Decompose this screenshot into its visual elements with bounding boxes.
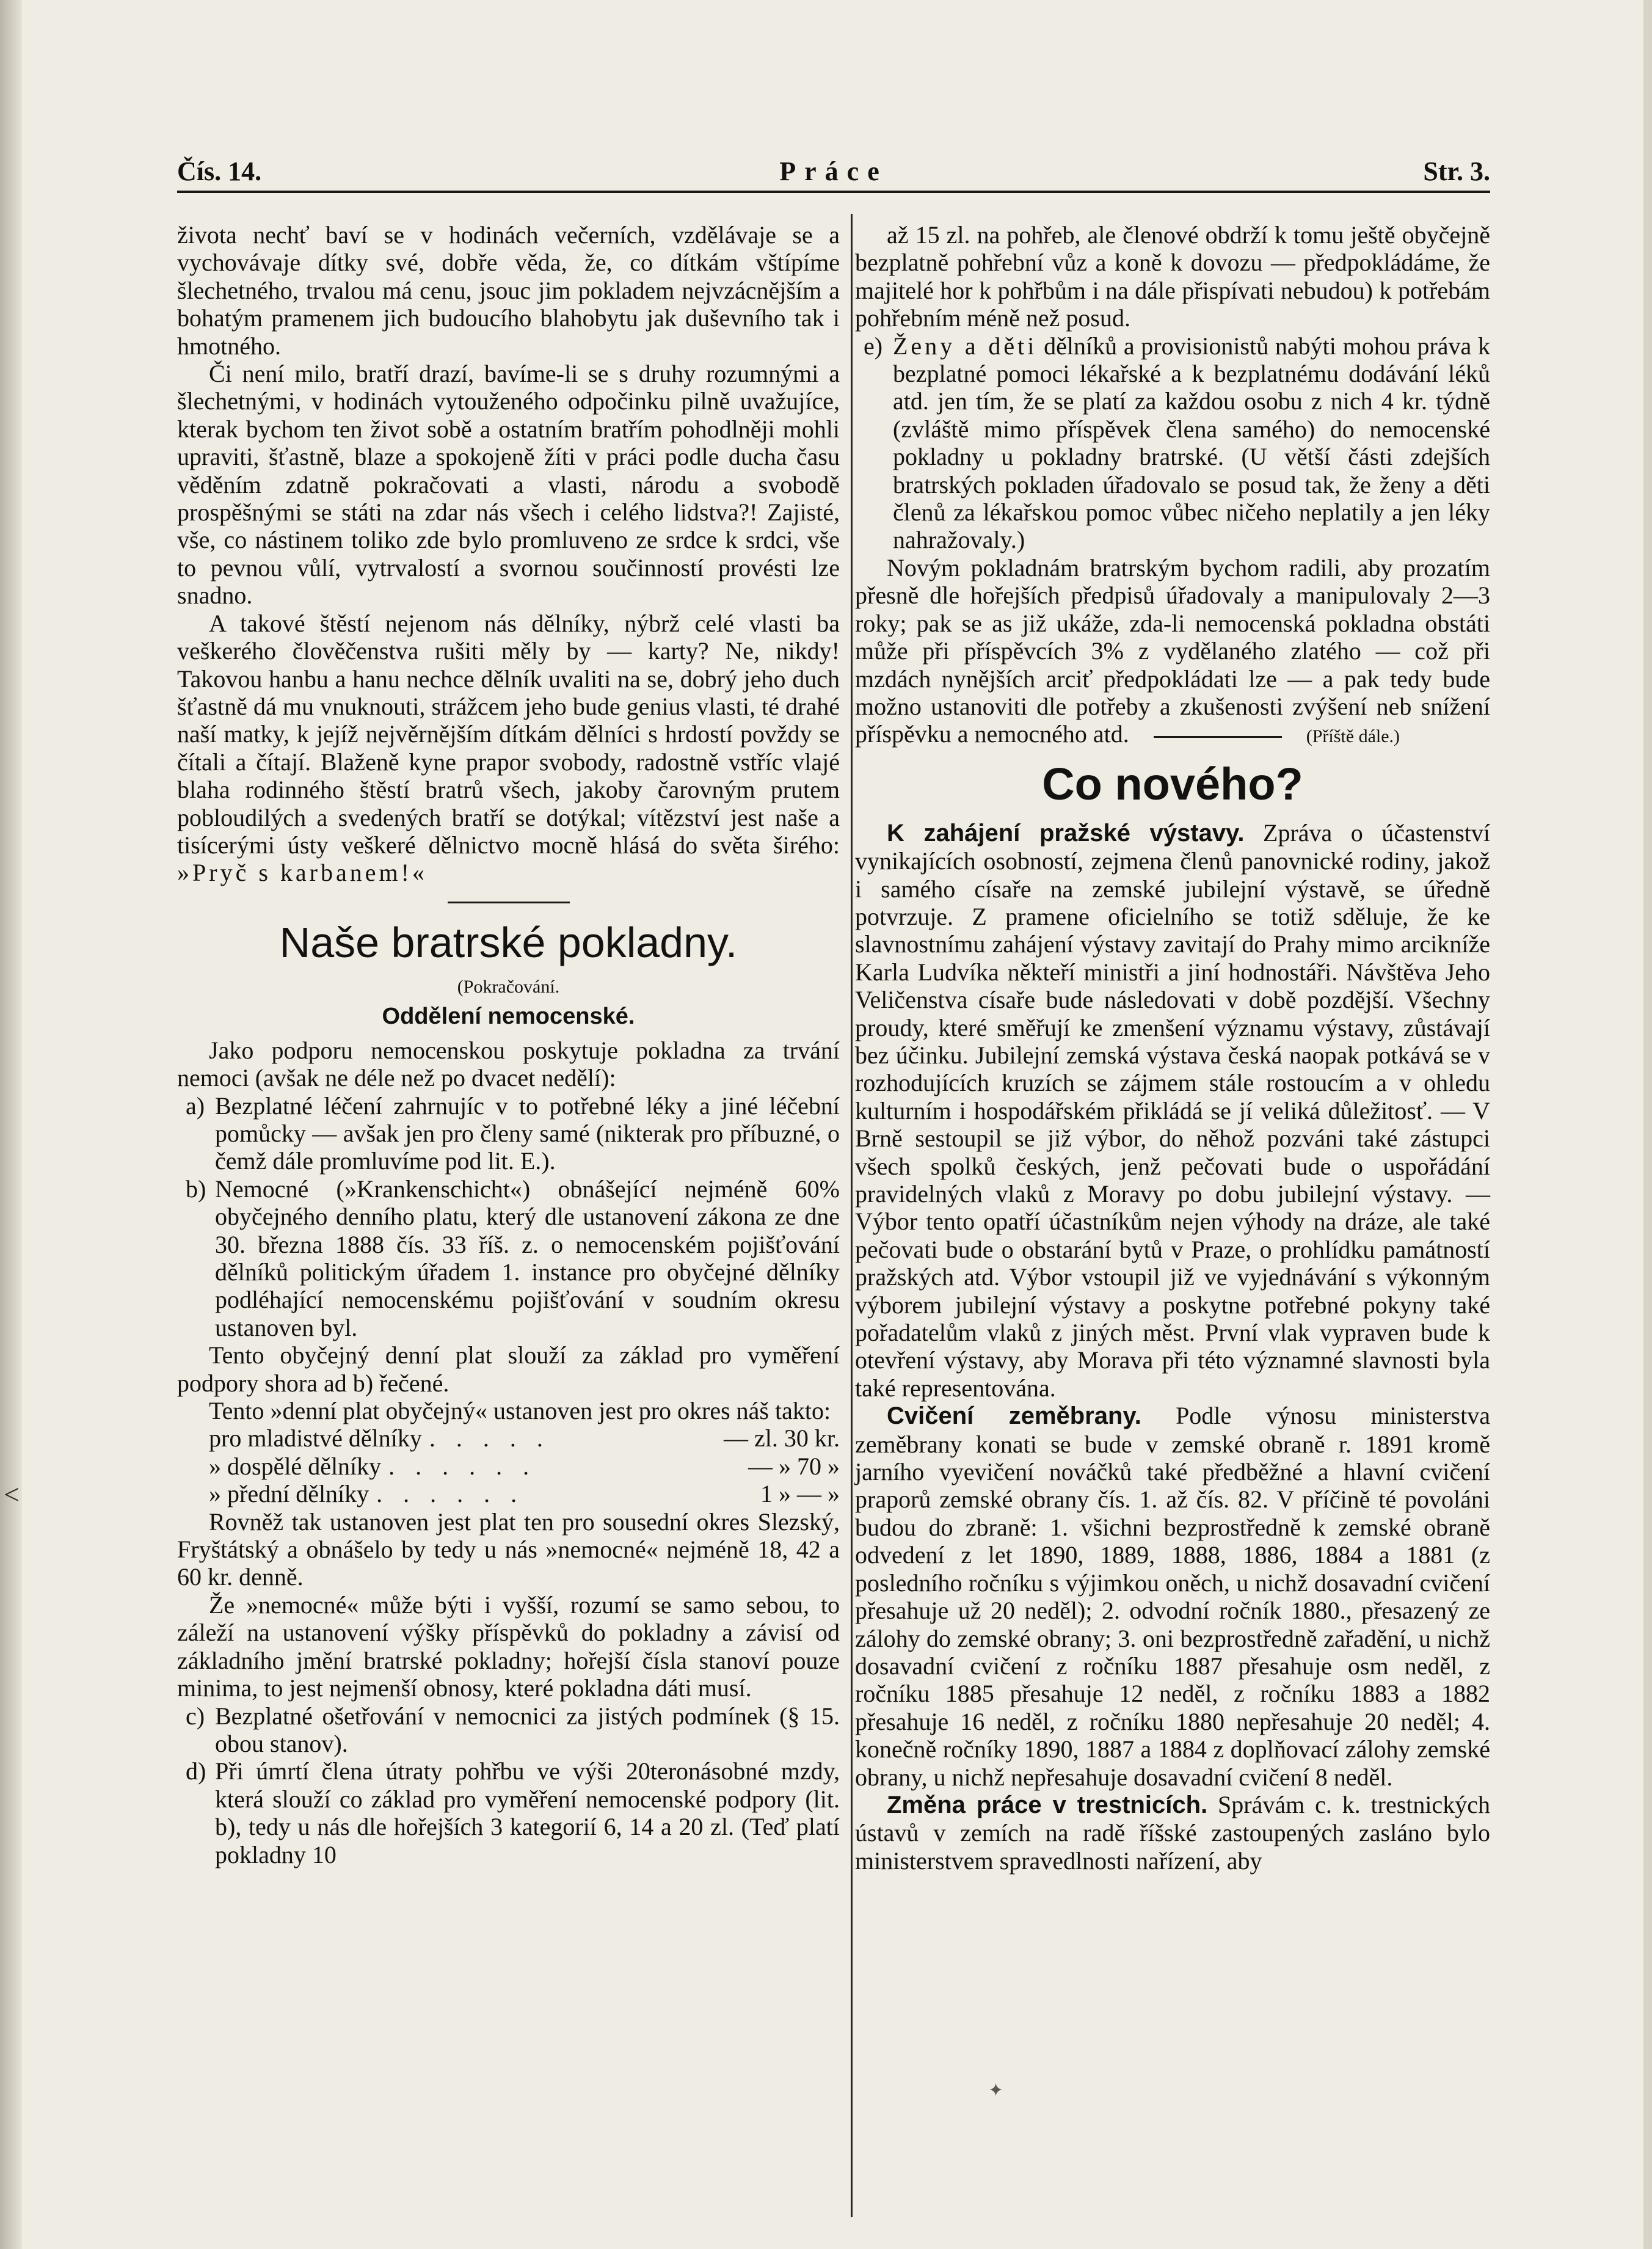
list-label: e) — [864, 332, 883, 360]
paragraph: Či není milo, bratří drazí, bavíme-li se s druhy rozumnými a šlechetnými, v hodinách vytouženého odpočinku pilně uvažujíce, kterak bychom ten život sobě a ostatním bratřím pohodlněji mohli upraviti, šťastně, blaze a spokojeně žíti v práci podle ducha času věděním zdatně pokračovati a vlasti, národu a svobodě prospěšnými se státi na zdar nás všech i celého lidstva?! Zajisté, vše, co nástinem toliko zde bylo promluveno ze srdce k srdci, vše to pevnou vůlí, vytrvalostí a svornou součinností provésti lze snadno. — [177, 360, 840, 610]
news-text: Podle výnosu ministerstva zeměbrany konati se bude v zemské obraně r. 1891 kromě jarního vyevičení nováčků také předběžné a hlavní cvičení praporů zemské obrany čís. 1. až čís. 82. V příčině té povoláni budou do zbraně: 1. všichni bezprostředně k zemské obraně odvedení z let 1890, 1889, 1888, 1886, 1884 a 1881 (z posledního ročníku s výjimkou oněch, u nichž dosavadní cvičení přesahuje už 20 neděl); 2. odvodní ročník 1880., přesazený ze zálohy do zemské obrany; 3. oni bezprostředně zařadění, u nichž dosavadní cvičení z ročníku 1887 přesahuje osm neděl, z ročníku 1885 přesahuje 12 neděl, z ročníku 1883 a 1882 přesahuje 16 neděl, z ročníku 1880 nepřesahuje 20 neděl; 4. konečně ročníky 1890, 1887 a 1884 z doplňovací zálohy zemské obrany, u nichž nepřesahuje dosavadní cvičení 8 neděl. — [855, 1402, 1490, 1791]
paragraph: Tento »denní plat obyčejný« ustanoven jest pro okres náš takto: — [209, 1397, 831, 1425]
rate-dots: . . . . . — [429, 1424, 550, 1453]
header-rule — [177, 191, 1490, 193]
rate-name: » dospělé dělníky — [209, 1452, 382, 1480]
list-text: Bezplatné ošetřování v nemocnici za jistých podmínek (§ 15. obou stanov). — [215, 1702, 840, 1757]
list-item — [177, 1702, 840, 1758]
rate-value: — » 70 » — [748, 1452, 840, 1480]
paragraph: až 15 zl. na pohřeb, ale členové obdrží k tomu ještě obyčejně bezplatně pohřební vůz a koně k dovozu — předpokládáme, že majitelé hor k pohřbům i na dále přispívati nebudou) k potřebám pohřebním méně než posud. — [855, 221, 1490, 332]
rate-dots: . . . . . . — [376, 1480, 525, 1508]
issue-number: Čís. 14. — [177, 156, 262, 186]
rate-value: 1 » — » — [760, 1480, 840, 1508]
list-text: Při úmrtí člena útraty pohřbu ve výši 20teronásobné mzdy, která slouží co základ pro vyměření nemocenské podpory (lit. b), tedy u nás dle hořejších 3 kategorií 6, 14 a 20 zl. (Teď platí pokladny 10 — [215, 1757, 840, 1868]
paragraph: Že »nemocné« může býti i vyšší, rozumí se samo sebou, to záleží na ustanovení výšky příspěvků do pokladny a závisí od základního jmění bratrské pokladny; hořejší čísla stanoví pouze minima, to jest nejmenší obnosy, které pokladna dáti musí. — [177, 1591, 840, 1702]
page-edge-right — [1643, 0, 1652, 2249]
news-item — [855, 1791, 1490, 1875]
news-heading: Změna práce v trestnicích. — [887, 1791, 1208, 1818]
rate-row — [177, 1453, 840, 1480]
rate-value: — zl. 30 kr. — [724, 1424, 840, 1453]
news-item — [855, 819, 1490, 1402]
margin-mark: < — [4, 1479, 20, 1510]
newspaper-title: Práce — [779, 156, 888, 186]
rate-row — [177, 1480, 840, 1507]
slogan: »Pryč s karbanem!« — [177, 859, 428, 887]
ink-speck: ✦ — [988, 2080, 1004, 2101]
news-section-title: Co nového? — [1042, 758, 1303, 809]
list-item — [855, 332, 1490, 554]
news-text: Zpráva o účastenství vynikajících osobností, zejmena členů panovnické rodiny, jakož i samého císaře na zemské jubilejní výstavě, se úředně potvrzuje. Z pramene oficielního se totiž sděluje, že ke slavnostnímu zahájení výstavy zavitají do Prahy mimo arcikníže Karla Ludvíka někteří ministři a jiní hodnostáři. Návštěva Jeho Veličenstva císaře bude následovati v době pozdější. Všechny proudy, které směřují ke zmenšení významu výstavy, zůstávají bez účinku. Jubilejní zemská výstava česká naopak potkává se v rozhodujících kruzích se zájmem stále rostoucím a v ohledu kulturním i hospodářském přikládá se jí veliká důležitosť. — V Brně sestoupil se již výbor, do něhož pozváni také zástupci všech spolků českých, jenž pečovati bude o uspořádání pravidelných vlaků z Moravy po dobu jubilejní výstavy. — Výbor tento opatří účastníkům nejen výhody na dráze, ale také pečovati bude o obstarání bytů v Praze, o prohlídku památností pražských atd. Výbor vstoupil již ve vyjednávání s výkonným výborem jubilejní výstavy a poskytne potřebné pokyny také pořadatelům vlaků z jiných měst. První vlak vypraven bude k otevření výstavy, aby Morava při této významné slavnosti byla také representována. — [855, 818, 1491, 1402]
page-number: Str. 3. — [1423, 156, 1490, 186]
continuation-note: (Příště dále.) — [1306, 726, 1400, 747]
continuation-note: (Pokračování. — [457, 976, 560, 997]
rate-dots: . . . . . . — [388, 1452, 537, 1480]
rate-name: pro mladistvé dělníky — [209, 1424, 422, 1453]
list-text: Bezplatné léčení zahrnujíc v to potřebné léky a jiné léčební pomůcky — avšak jen pro členy samé (nikterak pro příbuzné, o čemž dále promluvíme pod lit. E.). — [215, 1092, 840, 1175]
right-column — [855, 221, 1490, 1875]
paragraph: Rovněž tak ustanoven jest plat ten pro sousední okres Slezský, Fryštátský a obnášelo by tedy u nás »nemocné« nejméně 18, 42 a 60 kr. denně. — [177, 1507, 840, 1591]
page-header — [177, 156, 1490, 192]
list-label: a) — [186, 1092, 205, 1120]
news-heading: K zahájení pražské výstavy. — [887, 819, 1245, 847]
rate-name: » přední dělníky — [209, 1480, 369, 1508]
list-emphasis: Ženy a děti — [893, 332, 1038, 360]
list-label: b) — [186, 1175, 206, 1203]
list-label: d) — [186, 1757, 206, 1785]
rate-row — [177, 1424, 840, 1452]
divider — [448, 902, 570, 903]
left-column — [177, 221, 840, 1868]
news-text: Správám c. k. trestnických ústavů v zemích na radě říšské zastoupených zasláno bylo ministerstvem spravedlnosti nařízení, aby — [855, 1790, 1490, 1875]
news-heading: Cvičení zeměbrany. — [887, 1402, 1141, 1430]
paragraph-text: Novým pokladnám bratrským bychom radili, aby prozatím přesně dle hořejších předpisů úřadovaly a manipulovaly 2—3 roky; pak se as již ukáže, zda-li nemocenská pokladna obstáti může při příspěvcích 3% z vydělaného zlatého — což při mzdách nynějších arciť předpokládati lze — a pak tedy bude možno ustanoviti dle potřeby a zkušenosti zvýšení neb snížení příspěvku a nemocného atd. — [855, 553, 1490, 748]
paragraph — [855, 554, 1490, 751]
paragraph: Tento obyčejný denní plat slouží za základ pro vyměření podpory shora ad b) řečené. — [177, 1341, 840, 1397]
column-rule — [851, 214, 853, 2217]
section-title: Oddělení nemocenské. — [382, 1003, 635, 1029]
paragraph-text: A takové štěstí nejenom nás dělníky, nýbrž celé vlasti ba veškerého člověčenstva rušiti měly by — karty? Ne, nikdy! Takovou hanbu a hanu nechce dělník uvaliti na se, dobrý jeho duch šťastně dá mu vnuknouti, strážcem jeho bude genius vlasti, té drahé naší matky, k jejíž nejvěrnějším dítkám dělníci s hrdostí povždy se čítali a čítají. Blaženě kyne prapor svobody, radostně vstříc vlajé blaha rodinného štěstí bratrů všech, jakoby čarovným prutem pobloudilých a svedených bratří se dotýkal; vítězství jest naše a tisícerými ústy veškeré dělnictvo mocně hlásá do světa širého: — [177, 609, 840, 859]
paragraph: Jako podporu nemocenskou poskytuje pokladna za trvání nemoci (avšak ne déle než po dvacet nedělí): — [177, 1036, 840, 1092]
list-item — [177, 1757, 840, 1868]
page-edge-left — [0, 0, 22, 2249]
list-item — [177, 1092, 840, 1175]
paragraph: života nechť baví se v hodinách večerních, vzdělávaje se a vychovávaje dítky své, dobře věda, že, co dítkám vštípíme šlechetného, trvalou má cenu, jsouc jim pokladem nejvzácnějším a bohatým pramenem jich budoucího blahobytu jak duševního tak i hmotného. — [177, 221, 840, 360]
paragraph — [177, 610, 840, 887]
list-label: c) — [186, 1702, 205, 1730]
article-title: Naše bratrské pokladny. — [279, 918, 738, 966]
news-item — [855, 1402, 1490, 1791]
list-text: Nemocné (»Krankenschicht«) obnášející nejméně 60% obyčejného denního platu, který dle ustanovení zákona ze dne 30. března 1888 čís. 33 říš. z. o nemocenském pojišťování dělníků politickým úřadem 1. instance pro obyčejné dělníky podléhající nemocenskému pojišťování v soudním okresu ustanoven byl. — [215, 1175, 840, 1341]
inline-rule — [1154, 736, 1282, 738]
list-item — [177, 1175, 840, 1341]
list-text: dělníků a provisionistů nabýti mohou práva k bezplatné pomoci lékařské a k bezplatnému dodávání léků atd. jen tím, že se platí za každou osobu z nich 4 kr. týdně (zvláště mimo příspěvek člena samého) do nemocenské pokladny u pokladny bratrské. (U větší části zdejších bratrských pokladen úřadovalo se posud tak, že ženy a děti členů za lékařskou pomoc vůbec ničeho neplatily a jen léky nahražovaly.) — [893, 332, 1491, 554]
